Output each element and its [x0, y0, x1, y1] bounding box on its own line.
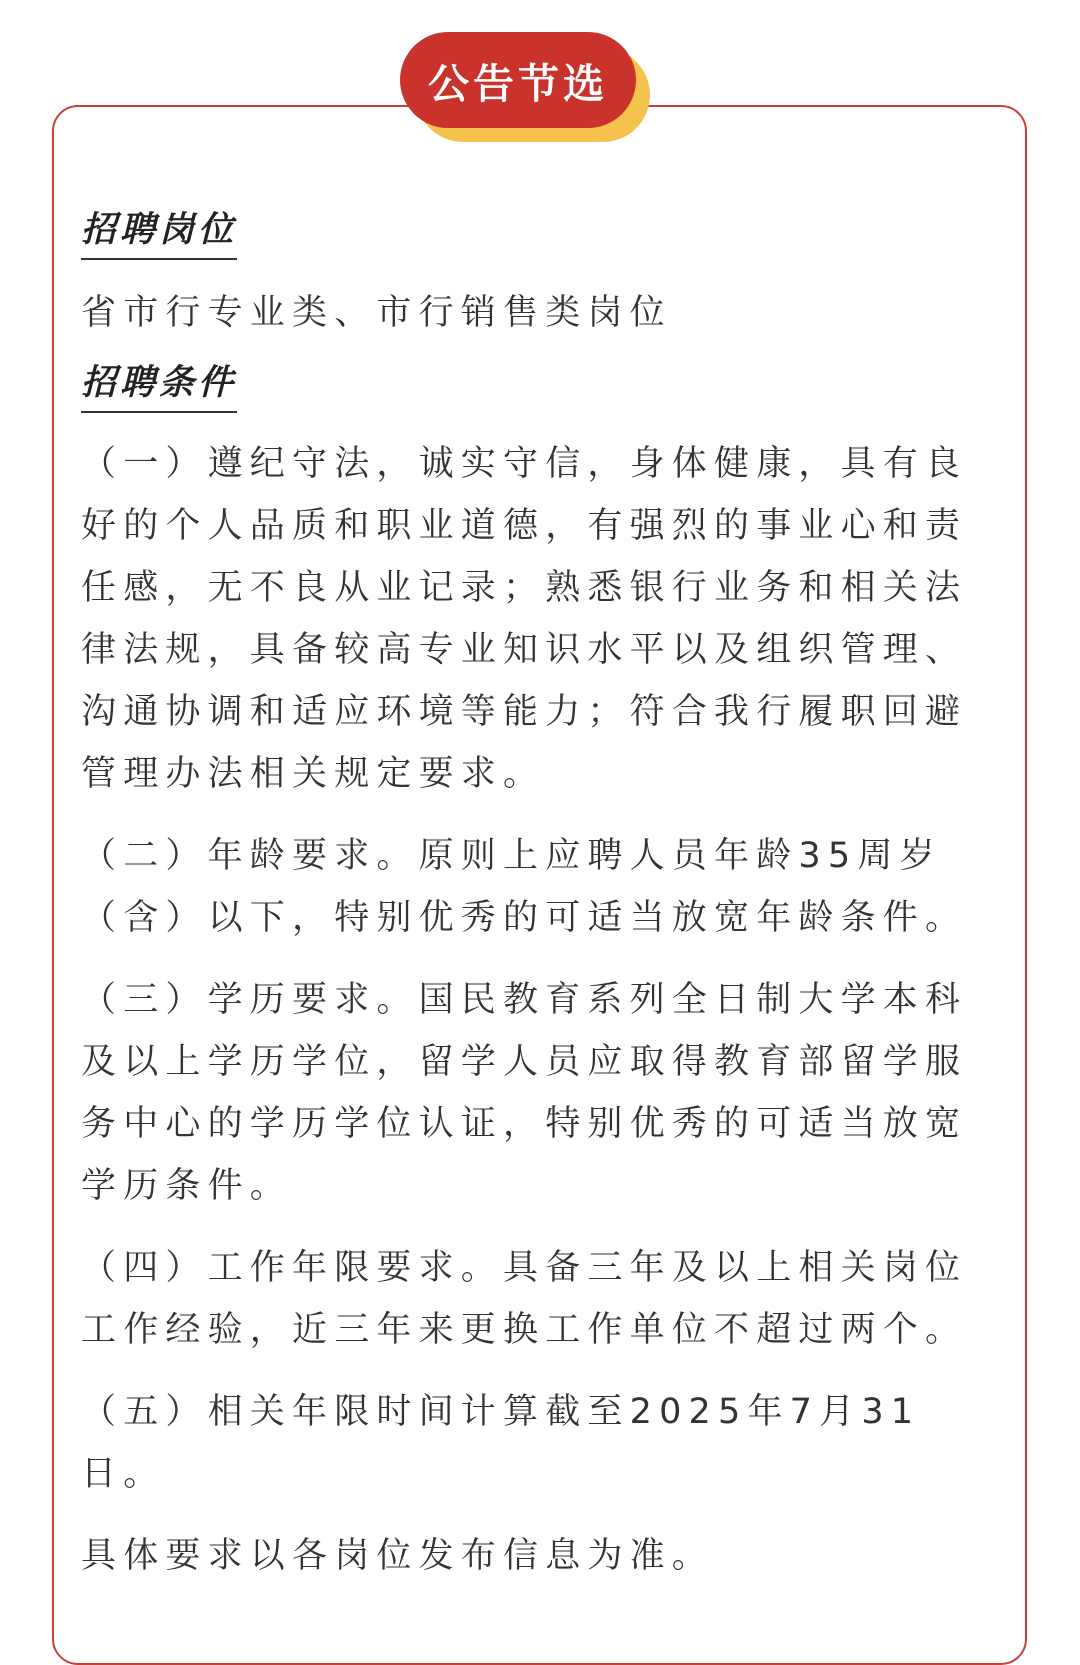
condition-item-1: （一）遵纪守法，诚实守信，身体健康，具有良好的个人品质和职业道德，有强烈的事业心和责任感，无不良从业记录；熟悉银行业务和相关法律法规，具备较高专业知识水平以及组织管理、沟通协调和适应环境等能力；符合我行履职回避管理办法相关规定要求。	[81, 444, 968, 794]
announcement-content	[81, 205, 981, 1587]
section-badge	[400, 32, 650, 144]
badge-label: 公告节选	[400, 32, 636, 128]
condition-item-2: （二）年龄要求。原则上应聘人员年龄35周岁（含）以下，特别优秀的可适当放宽年龄条件。	[81, 836, 968, 938]
position-heading: 招聘岗位	[81, 205, 237, 260]
condition-item-5: （五）相关年限时间计算截至2025年7月31日。	[81, 1392, 921, 1494]
condition-item-3: （三）学历要求。国民教育系列全日制大学本科及以上学历学位，留学人员应取得教育部留学服务中心的学历学位认证，特别优秀的可适当放宽学历条件。	[81, 980, 968, 1206]
closing-note: 具体要求以各岗位发布信息为准。	[81, 1536, 715, 1576]
conditions-heading: 招聘条件	[81, 358, 237, 413]
condition-item-4: （四）工作年限要求。具备三年及以上相关岗位工作经验，近三年来更换工作单位不超过两个。	[81, 1248, 968, 1350]
position-text: 省市行专业类、市行销售类岗位	[81, 293, 672, 333]
